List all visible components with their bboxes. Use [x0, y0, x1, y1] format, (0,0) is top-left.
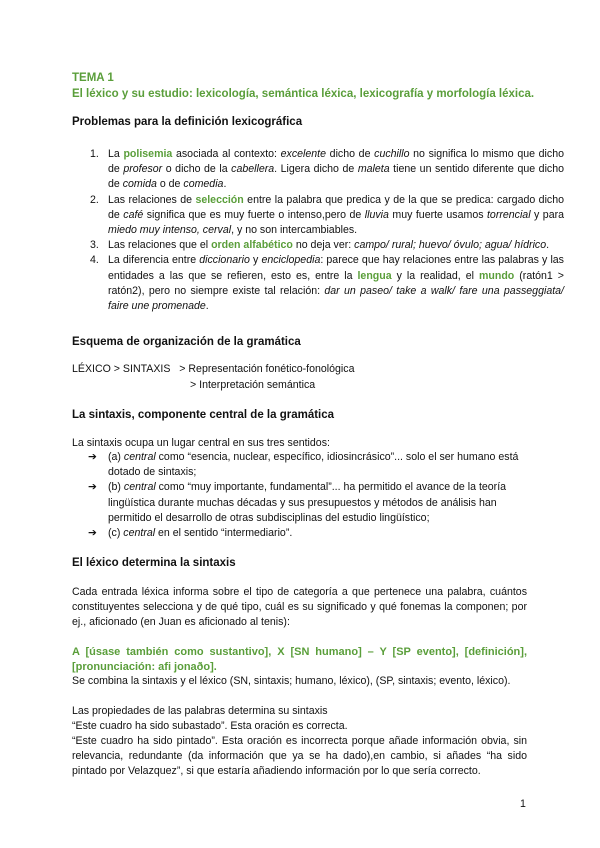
- italic-run: diccionario: [199, 254, 250, 267]
- italic-run: maleta: [357, 163, 390, 176]
- text-run: , y no son intercambiables.: [231, 224, 358, 237]
- sintaxis-arrow-list: [72, 450, 528, 541]
- text-run: .: [546, 239, 550, 252]
- document-title: [72, 70, 534, 102]
- text-run: La diferencia entre: [108, 254, 200, 267]
- italic-run: miedo muy intenso, cerval: [108, 224, 232, 237]
- tema-subtitle: El léxico y su estudio: lexicología, semántica léxica, lexicografía y morfología léxica.: [72, 88, 535, 100]
- italic-run: central: [123, 527, 156, 540]
- text-run: La: [108, 148, 124, 160]
- list-item: [90, 147, 565, 193]
- lexico-paragraph-3: Las propiedades de las palabras determina su sintaxis: [72, 705, 328, 717]
- italic-run: campo/ rural; huevo/ óvulo; agua/ hídrico: [354, 239, 547, 252]
- list-number: 1.: [90, 148, 99, 160]
- text-run: como “muy importante, fundamental”... ha permitido el avance de la teoría lingüística durante muchas décadas y sus presupuestos y métodos de análisis han permitido el desarrollo de otras subdisciplinas del estudio lingüístico;: [108, 481, 507, 524]
- scheme-fonetico: > Representación fonético-fonológica: [179, 363, 355, 375]
- italic-run: cabellera: [231, 163, 275, 176]
- list-item: [90, 238, 564, 253]
- list-item: [72, 480, 528, 526]
- section-heading-lexico-determina: El léxico determina la sintaxis: [72, 557, 236, 569]
- text-run: dicho de: [326, 148, 375, 160]
- text-run: (c): [108, 527, 124, 540]
- text-run: muy fuerte usamos: [388, 208, 487, 221]
- grammar-scheme: [72, 362, 354, 393]
- section-heading-esquema: Esquema de organización de la gramática: [72, 336, 301, 348]
- lexico-paragraph-2: Se combina la sintaxis y el léxico (SN, sintaxis; humano, léxico), (SP, sintaxis; evento, léxico).: [72, 675, 511, 687]
- scheme-line-1: [72, 362, 354, 378]
- section-heading-problemas: Problemas para la definición lexicográfica: [72, 116, 303, 128]
- text-run: (ratón1 > ratón2), pero no siempre existe tal relación:: [108, 269, 564, 297]
- problemas-list: [72, 147, 564, 314]
- lexico-paragraph-1: Cada entrada léxica informa sobre el tipo de categoría a que pertenece una palabra, cuántos constituyentes selecciona y de qué tipo, cuál es su significado y qué fonemas la componen; por ej., aficionado (en Juan es aficionado al tenis):: [72, 586, 527, 629]
- text-run: asociada al contexto:: [172, 148, 281, 160]
- italic-run: café: [123, 208, 144, 221]
- lexico-paragraph-5: “Este cuadro ha sido pintado”. Esta oración es incorrecta porque añade información obvia, sin relevancia, redundante (da información que ya se ha dado),en cambio, si añades “ha sido pintado por Velazquez”, si que estaría añadiendo información por lo que sería correcto.: [72, 735, 527, 778]
- text-run: o de: [156, 178, 184, 191]
- italic-run: profesor: [123, 163, 163, 176]
- arrow-icon: ➔: [88, 527, 97, 540]
- list-item: [90, 253, 564, 314]
- text-run: (b): [108, 481, 124, 494]
- lexico-paragraph-4: “Este cuadro ha sido subastado”. Esta oración es correcta.: [72, 720, 348, 732]
- italic-run: excelente: [280, 148, 327, 160]
- text-run: .: [205, 300, 209, 313]
- text-run: como “esencia, nuclear, específico, idiosincrásico”... solo el ser humano está dotado de sintaxis;: [108, 451, 519, 479]
- list-item: [72, 526, 528, 541]
- text-run: (a): [108, 451, 124, 463]
- italic-run: central: [123, 451, 156, 463]
- text-run: Las relaciones de: [108, 193, 196, 206]
- italic-run: torrencial: [486, 208, 531, 221]
- list-item: [90, 193, 564, 239]
- italic-run: central: [123, 481, 156, 494]
- arrow-icon: ➔: [88, 451, 97, 463]
- keyword-orden-alfabetico: orden alfabético: [211, 239, 293, 252]
- list-item: [72, 450, 528, 480]
- text-run: : parece que hay relaciones entre las palabras y las entidades a las que se refieren, esto es, entre la: [108, 254, 564, 282]
- italic-run: cuchillo: [374, 148, 410, 160]
- keyword-polisemia: polisemia: [123, 148, 173, 160]
- section-heading-sintaxis: La sintaxis, componente central de la gramática: [72, 409, 335, 421]
- keyword-mundo: mundo: [478, 269, 515, 282]
- tema-label: TEMA 1: [72, 72, 114, 84]
- italic-run: lluvia: [364, 208, 389, 221]
- sintaxis-intro: La sintaxis ocupa un lugar central en sus tres sentidos:: [72, 437, 330, 449]
- italic-run: comedia: [183, 178, 224, 191]
- text-run: en el sentido “intermediario”.: [155, 527, 293, 540]
- scheme-line-2: > Interpretación semántica: [190, 378, 316, 391]
- list-number: 3.: [90, 239, 99, 252]
- italic-run: enciclopedia: [261, 254, 321, 267]
- text-run: no significa lo mismo que dicho de: [108, 148, 564, 176]
- keyword-seleccion: selección: [195, 193, 244, 206]
- text-run: o dicho de la: [162, 163, 232, 176]
- text-run: y la realidad, el: [391, 269, 479, 282]
- list-number: 2.: [90, 193, 99, 206]
- text-run: y para: [530, 208, 564, 221]
- italic-run: dar un paseo/ take a walk/ fare una passeggiata/ faire une promenade: [108, 284, 564, 313]
- text-run: . Ligera dicho de: [274, 163, 358, 176]
- text-run: .: [223, 178, 227, 191]
- arrow-icon: ➔: [88, 481, 97, 494]
- scheme-lexico-sintaxis: LÉXICO > SINTAXIS: [72, 363, 171, 375]
- italic-run: comida: [122, 178, 157, 191]
- text-run: Las relaciones que el: [108, 239, 212, 252]
- page-number: 1: [520, 798, 526, 810]
- keyword-lengua: lengua: [357, 269, 392, 282]
- text-run: no deja ver:: [292, 239, 355, 252]
- text-run: y: [249, 254, 262, 267]
- text-run: significa que es muy fuerte o intenso,pero de: [143, 208, 365, 221]
- list-number: 4.: [90, 254, 99, 267]
- text-run: entre la palabra que predica y de la que se predica: cargado dicho de: [108, 193, 564, 221]
- lexical-entry-green: A [úsase también como sustantivo], X [SN humano] – Y [SP evento], [definición], [pronunciación: afi jonaðo].: [72, 646, 527, 674]
- text-run: tiene un sentido diferente que dicho de: [108, 163, 565, 191]
